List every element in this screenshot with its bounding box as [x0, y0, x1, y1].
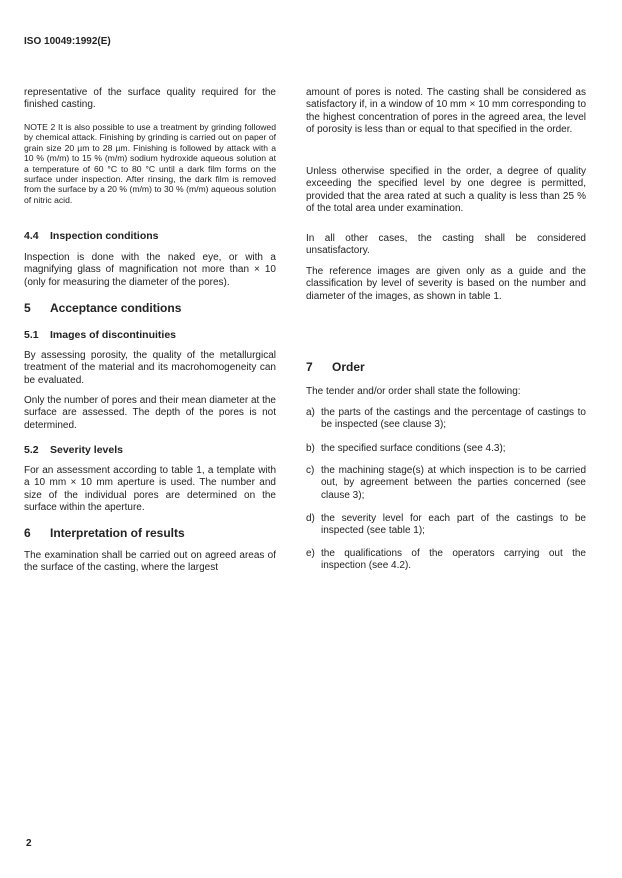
heading-6	[24, 527, 276, 539]
document-header: ISO 10049:1992(E)	[24, 36, 111, 47]
note-2: NOTE 2 It is also possible to use a treatment by grinding followed by chemical attack. Finishing by grinding is carried out on paper of grain size 20 µm to 28 µm. Finishing is followed by attack with a 10 % (m/m) to 15 % (m/m) sodium hydroxide aqueous solution at a temperature of 60 °C to 80 °C until a dark film forms on the surface under inspection. After rinsing, the dark film is removed from the surface by a 20 % (m/m) to 30 % (m/m) aqueous solution of nitric acid.	[24, 122, 276, 205]
paragraph: The tender and/or order shall state the following:	[306, 386, 521, 397]
section-number: 5.2	[24, 444, 39, 456]
list-text: the parts of the castings and the percentage of castings to be inspected (see clause 3);	[321, 407, 586, 431]
heading-5	[24, 302, 276, 314]
list-item	[306, 407, 586, 432]
list-marker: c)	[306, 465, 315, 476]
heading-4-4	[24, 230, 276, 242]
list-item	[306, 465, 586, 502]
paragraph: For an assessment according to table 1, a template with a 10 mm × 10 mm aperture is used. The number and size of the individual pores are determined on the surface within the aperture.	[24, 465, 276, 514]
list-text: the severity level for each part of the castings to be inspected (see table 1);	[321, 513, 586, 537]
section-number: 6	[24, 526, 31, 540]
paragraph: amount of pores is noted. The casting shall be considered as satisfactory if, in a window of 10 mm × 10 mm corresponding to the highest concentration of pores in the agreed area, the level of porosity is less than or equal to that specified in the order.	[306, 87, 586, 136]
heading-7	[306, 361, 586, 373]
section-title: Inspection conditions	[50, 230, 159, 242]
list-item	[306, 548, 586, 573]
section-number: 5.1	[24, 329, 39, 341]
section-title: Interpretation of results	[50, 526, 185, 540]
list-text: the machining stage(s) at which inspection is to be carried out, by agreement between the parties concerned (see clause 3);	[321, 465, 586, 501]
heading-5-2	[24, 444, 276, 456]
paragraph: In all other cases, the casting shall be considered unsatisfactory.	[306, 233, 586, 257]
list-text: the qualifications of the operators carrying out the inspection (see 4.2).	[321, 548, 586, 572]
section-title: Severity levels	[50, 444, 123, 456]
list-marker: d)	[306, 513, 315, 524]
paragraph: The reference images are given only as a guide and the classification by level of severity is based on the number and diameter of the images, as shown in table 1.	[306, 266, 586, 302]
section-title: Order	[332, 360, 365, 374]
paragraph: Only the number of pores and their mean diameter at the surface are assessed. The depth of the pores is not determined.	[24, 395, 276, 431]
page-number: 2	[26, 838, 32, 849]
section-number: 5	[24, 301, 31, 315]
paragraph: The examination shall be carried out on agreed areas of the surface of the casting, where the largest	[24, 550, 276, 574]
list-marker: b)	[306, 443, 315, 454]
list-text: the specified surface conditions (see 4.3);	[321, 443, 506, 454]
paragraph: By assessing porosity, the quality of the metallurgical treatment of the material and its macrohomogeneity can be evaluated.	[24, 350, 276, 386]
section-number: 7	[306, 360, 313, 374]
list-marker: e)	[306, 548, 315, 559]
heading-5-1	[24, 329, 276, 341]
paragraph: representative of the surface quality required for the finished casting.	[24, 87, 276, 111]
section-title: Images of discontinuities	[50, 329, 177, 341]
section-number: 4.4	[24, 230, 39, 242]
list-marker: a)	[306, 407, 315, 418]
paragraph: Unless otherwise specified in the order, a degree of quality exceeding the specified level by one degree is permitted, provided that the area rated at such a quality is less than 25 % of the total area under examination.	[306, 166, 586, 215]
list-item	[306, 513, 586, 538]
paragraph: Inspection is done with the naked eye, or with a magnifying glass of magnification not more than × 10 (only for measuring the diameter of the pores).	[24, 252, 276, 288]
list-item	[306, 443, 586, 455]
section-title: Acceptance conditions	[50, 301, 182, 315]
